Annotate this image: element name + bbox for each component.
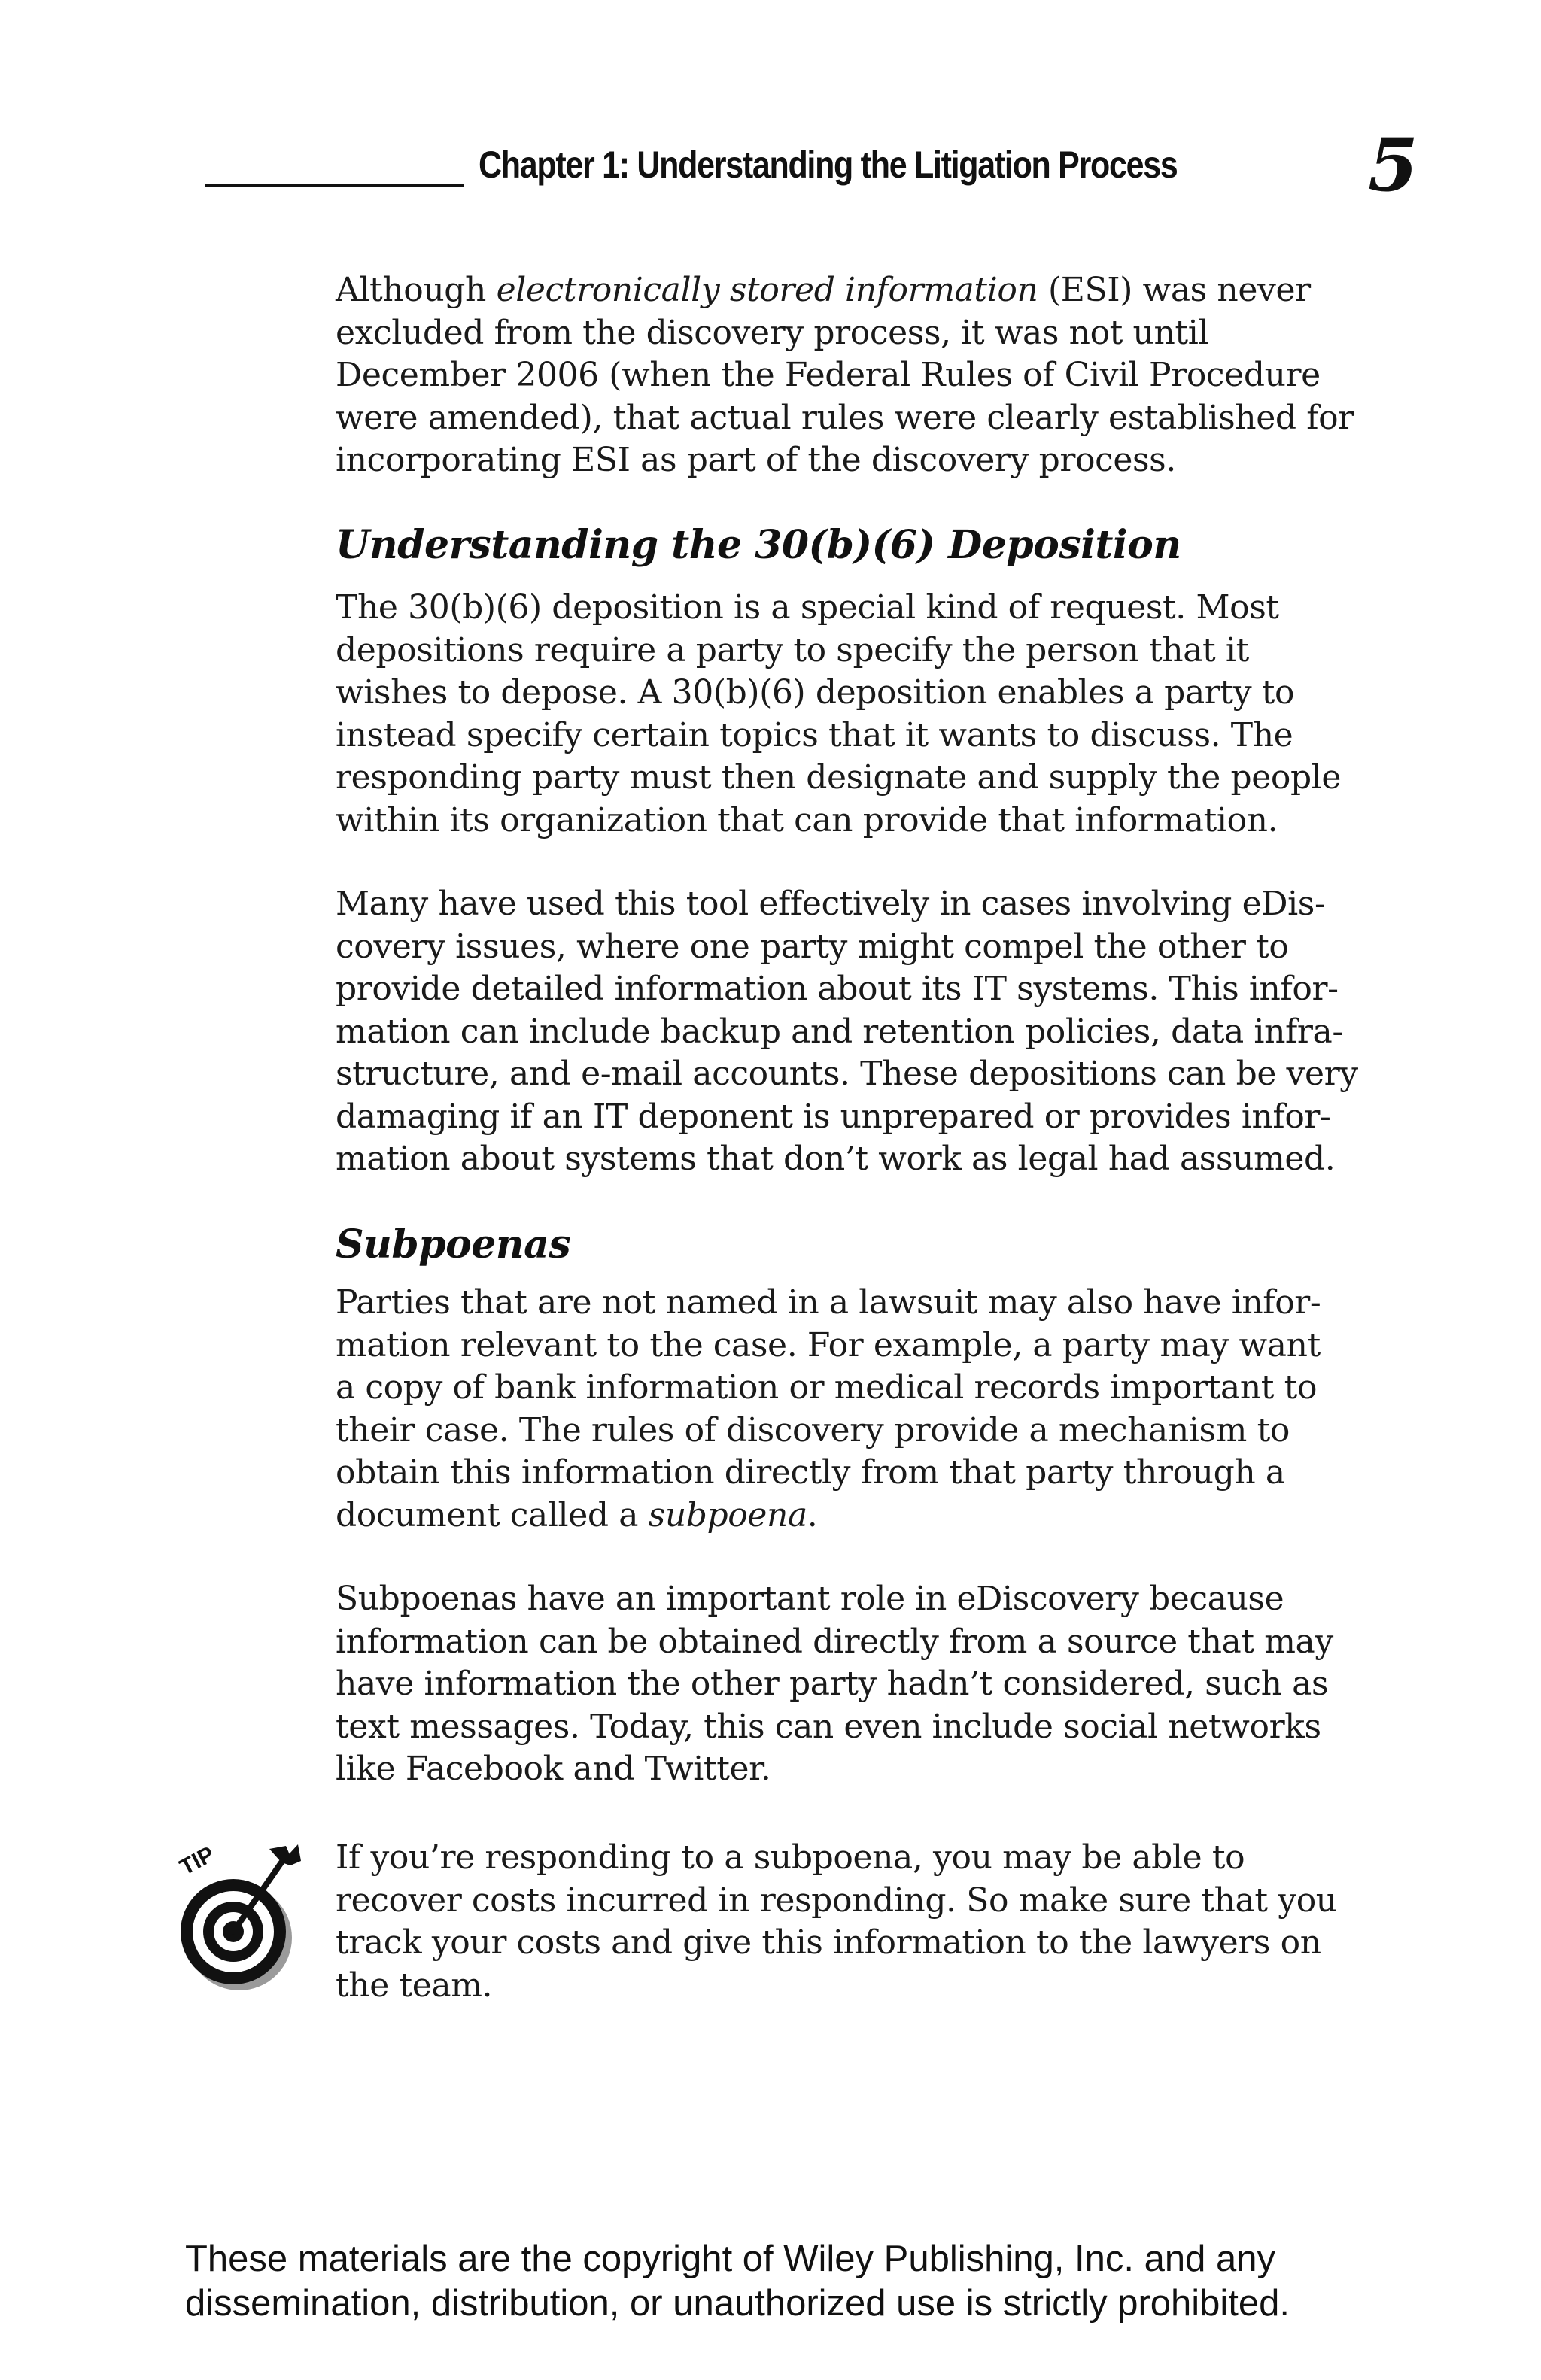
text-line: covery issues, where one party might compel the other to (336, 927, 1289, 966)
target-tip-icon (170, 1835, 305, 1993)
text-line: wishes to depose. A 30(b)(6) deposition enables a party to (336, 673, 1295, 712)
subpoenas-paragraph-1 (336, 1282, 1389, 1537)
text-line: their case. The rules of discovery provide a mechanism to (336, 1410, 1290, 1450)
text-line: responding party must then designate and supply the people (336, 758, 1342, 797)
text-line: mation can include backup and retention policies, data infra- (336, 1012, 1343, 1051)
section-heading-subpoenas: Subpoenas (336, 1222, 571, 1267)
section-heading-deposition: Understanding the 30(b)(6) Deposition (336, 522, 1181, 568)
deposition-paragraph-2 (336, 883, 1389, 1181)
text-line: depositions require a party to specify the person that it (336, 630, 1249, 669)
text-line: Although electronically stored information (ESI) was never (336, 271, 1311, 309)
text-line: the team. (336, 1966, 493, 2005)
page-number: 5 (1368, 123, 1418, 208)
footer-line: These materials are the copyright of Wiley Publishing, Inc. and any (185, 2239, 1275, 2279)
text-line: Parties that are not named in a lawsuit may also have infor- (336, 1283, 1321, 1322)
text-line: instead specify certain topics that it wants to discuss. The (336, 715, 1293, 754)
header-rule (205, 184, 464, 187)
text-line: The 30(b)(6) deposition is a special kind of request. Most (336, 588, 1279, 627)
text-line: document called a subpoena. (336, 1495, 818, 1535)
text-line: mation relevant to the case. For example, a party may want (336, 1325, 1321, 1365)
text-line: were amended), that actual rules were clearly established for (336, 398, 1354, 437)
text-line: information can be obtained directly from a source that may (336, 1622, 1333, 1661)
subpoenas-paragraph-2 (336, 1578, 1389, 1791)
emphasis: electronically stored information (496, 271, 1038, 309)
text-line: within its organization that can provide that information. (336, 800, 1278, 839)
emphasis: subpoena (648, 1495, 807, 1535)
text-line: If you’re responding to a subpoena, you may be able to (336, 1838, 1245, 1877)
running-head: Chapter 1: Understanding the Litigation Process (479, 144, 1178, 186)
text-line: recover costs incurred in responding. So make sure that you (336, 1881, 1337, 1920)
text-line: incorporating ESI as part of the discovery process. (336, 441, 1176, 479)
text-line: a copy of bank information or medical records important to (336, 1368, 1318, 1407)
footer-line: dissemination, distribution, or unauthorized use is strictly prohibited. (185, 2283, 1290, 2324)
text-line: like Facebook and Twitter. (336, 1750, 771, 1788)
tip-icon-label: TIP (175, 1841, 219, 1881)
text-line: damaging if an IT deponent is unprepared or provides infor- (336, 1097, 1331, 1136)
text-line: text messages. Today, this can even include social networks (336, 1707, 1321, 1746)
text-line: track your costs and give this information to the lawyers on (336, 1923, 1321, 1962)
intro-paragraph (336, 269, 1389, 482)
tip-paragraph (336, 1837, 1389, 2007)
text-line: Subpoenas have an important role in eDiscovery because (336, 1580, 1284, 1618)
deposition-paragraph-1 (336, 587, 1389, 842)
text-line: have information the other party hadn’t considered, such as (336, 1665, 1329, 1703)
text-line: obtain this information directly from that party through a (336, 1453, 1285, 1492)
text-line: mation about systems that don’t work as legal had assumed. (336, 1140, 1336, 1178)
text-line: December 2006 (when the Federal Rules of Civil Procedure (336, 356, 1321, 394)
copyright-footer (185, 2237, 1290, 2326)
text-line: structure, and e-mail accounts. These depositions can be very (336, 1055, 1358, 1093)
text-line: provide detailed information about its IT systems. This infor- (336, 970, 1339, 1008)
text-line: Many have used this tool effectively in cases involving eDis- (336, 885, 1326, 923)
text-line: excluded from the discovery process, it was not until (336, 313, 1209, 352)
